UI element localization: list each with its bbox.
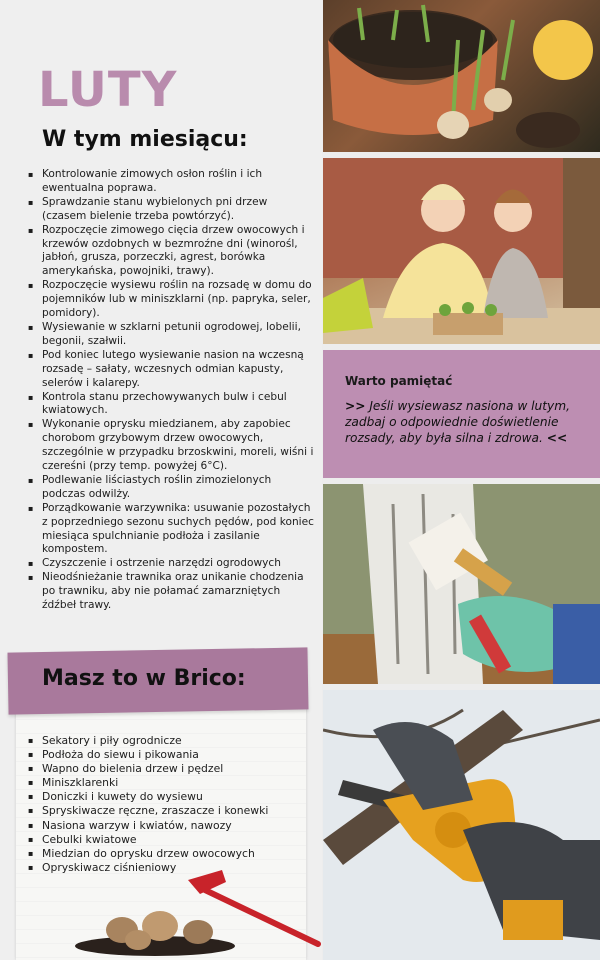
garden-tools-illustration — [60, 860, 330, 960]
hoe-handle-icon — [205, 890, 318, 944]
list-item: ▪ Spryskiwacze ręczne, zraszacze i konewki — [26, 804, 296, 818]
list-item: ▪ Porządkowanie warzywnika: usuwanie pozostałych z poprzedniego sezonu suchych pędów, pod koniec miesiąca spulchnianie podłoża i zasilanie kompostem. — [26, 502, 314, 558]
list-item: ▪ Podlewanie liściastych roślin zimozielonych podczas odwilży. — [26, 474, 314, 502]
brico-list — [26, 734, 296, 875]
list-item: ▪ Doniczki i kuwety do wysiewu — [26, 790, 296, 804]
reminder-text — [345, 398, 583, 446]
month-heading: LUTY — [38, 62, 178, 118]
list-item: ▪ Podłoża do siewu i pikowania — [26, 748, 296, 762]
list-item: ▪ Nasiona warzyw i kwiatów, nawozy — [26, 819, 296, 833]
list-item: ▪ Czyszczenie i ostrzenie narzędzi ogrodowych — [26, 557, 314, 571]
list-item: ▪ Miniszklarenki — [26, 776, 296, 790]
list-item: ▪ Wykonanie oprysku miedzianem, aby zapobiec chorobom grzybowym drzew owocowych, szczególnie w przypadku brzoskwini, moreli, wiśni i czereśni (przy temp. powyżej 6°C). — [26, 418, 314, 474]
hoe-head-icon — [188, 870, 226, 894]
pruning-saw-photo — [323, 690, 600, 960]
list-item: ▪ Pod koniec lutego wysiewanie nasion na wczesną rozsadę – sałaty, wczesnych odmian kapusty, selerów i kalarepy. — [26, 349, 314, 391]
list-item: ▪ Opryskiwacz ciśnieniowy — [26, 861, 296, 875]
list-item: ▪ Sekatory i piły ogrodnicze — [26, 734, 296, 748]
list-item: ▪ Miedzian do oprysku drzew owocowych — [26, 847, 296, 861]
list-item: ▪ Wysiewanie w szklarni petunii ogrodowej, lobelii, begonii, szałwii. — [26, 321, 314, 349]
bulb-icon — [125, 930, 151, 950]
quote-open-icon: >> — [345, 399, 366, 413]
family-gardening-photo — [323, 158, 600, 344]
task-list — [26, 168, 314, 613]
seedlings-photo — [323, 0, 600, 152]
list-item: ▪ Wapno do bielenia drzew i pędzel — [26, 762, 296, 776]
tree-whitewash-photo — [323, 484, 600, 684]
brico-title: Masz to w Brico: — [42, 666, 246, 691]
reminder-title: Warto pamiętać — [345, 374, 453, 388]
list-item: ▪ Nieodśnieżanie trawnika oraz unikanie chodzenia po trawniku, aby nie połamać zamarzniętych źdźbeł trawy. — [26, 571, 314, 613]
list-item: ▪ Rozpoczęcie zimowego cięcia drzew owocowych i krzewów ozdobnych w bezmroźne dni (winorośl, jabłoń, grusza, porzeczki, agrest, borówka amerykańska, powojniki, trawy). — [26, 224, 314, 280]
quote-close-icon: << — [546, 431, 568, 445]
list-item: ▪ Rozpoczęcie wysiewu roślin na rozsadę w domu do pojemników lub w miniszklarni (np. papryka, seler, pomidory). — [26, 279, 314, 321]
section-subtitle: W tym miesiącu: — [42, 127, 248, 152]
bulb-icon — [183, 920, 213, 944]
list-item: ▪ Kontrolowanie zimowych osłon roślin i ich ewentualna poprawa. — [26, 168, 314, 196]
reminder-body: Jeśli wysiewasz nasiona w lutym, zadbaj o odpowiednie doświetlenie rozsady, aby była silna i zdrowa. — [345, 399, 571, 445]
list-item: ▪ Kontrola stanu przechowywanych bulw i cebul kwiatowych. — [26, 391, 314, 419]
list-item: ▪ Sprawdzanie stanu wybielonych pni drzew (czasem bielenie trzeba powtórzyć). — [26, 196, 314, 224]
list-item: ▪ Cebulki kwiatowe — [26, 833, 296, 847]
